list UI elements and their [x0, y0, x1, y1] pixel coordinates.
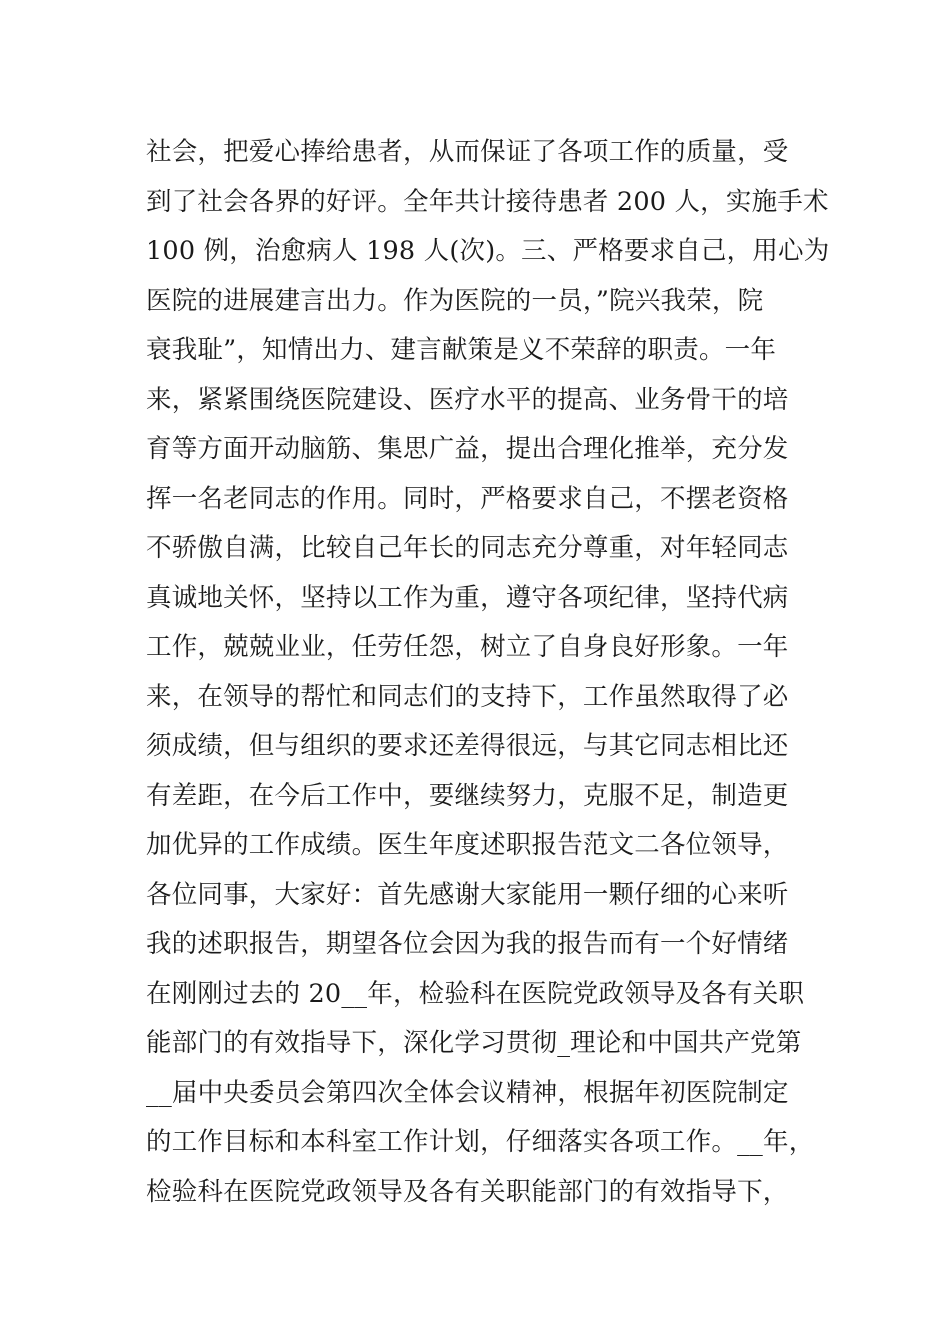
text-line: 各位同事，大家好：首先感谢大家能用一颗仔细的心来听	[146, 879, 789, 910]
text-line: 真诚地关怀，坚持以工作为重，遵守各项纪律，坚持代病	[146, 582, 789, 613]
text-line: 100 例，治愈病人 198 人(次)。三、严格要求自己，用心为	[146, 236, 830, 266]
text-line: 衰我耻”，知情出力、建言献策是义不荣辞的职责。一年	[146, 335, 777, 365]
text-line: 我的述职报告，期望各位会因为我的报告而有一个好情绪	[146, 929, 789, 959]
text-line: 来，紧紧围绕医院建设、医疗水平的提高、业务骨干的培	[146, 384, 789, 415]
text-line: 来，在领导的帮忙和同志们的支持下，工作虽然取得了必	[146, 681, 789, 712]
text-line: __届中央委员会第四次全体会议精神，根据年初医院制定	[146, 1077, 789, 1108]
text-line: 在刚刚过去的 20__年，检验科在医院党政领导及各有关职	[146, 978, 805, 1009]
text-line: 社会，把爱心捧给患者，从而保证了各项工作的质量，受	[146, 137, 789, 167]
text-line: 检验科在医院党政领导及各有关职能部门的有效指导下，	[146, 1176, 789, 1207]
text-line: 的工作目标和本科室工作计划，仔细落实各项工作。__年，	[146, 1127, 815, 1157]
text-line: 加优异的工作成绩。医生年度述职报告范文二各位领导，	[146, 830, 789, 860]
text-line: 到了社会各界的好评。全年共计接待患者 200 人，实施手术	[146, 186, 829, 217]
text-line: 须成绩，但与组织的要求还差得很远，与其它同志相比还	[146, 731, 789, 761]
text-line: 有差距，在今后工作中，要继续努力，克服不足，制造更	[146, 780, 789, 811]
text-line: 不骄傲自满，比较自己年长的同志充分尊重，对年轻同志	[146, 533, 789, 563]
text-line: 医院的进展建言出力。作为医院的一员，”院兴我荣，院	[146, 285, 764, 316]
text-line: 育等方面开动脑筋、集思广益，提出合理化推举，充分发	[146, 434, 789, 464]
text-line: 能部门的有效指导下，深化学习贯彻_理论和中国共产党第	[146, 1028, 802, 1058]
text-line: 挥一名老同志的作用。同时，严格要求自己，不摆老资格	[146, 483, 789, 514]
text-line: 工作，兢兢业业，任劳任怨，树立了自身良好形象。一年	[146, 632, 789, 662]
document-body	[146, 128, 836, 1217]
